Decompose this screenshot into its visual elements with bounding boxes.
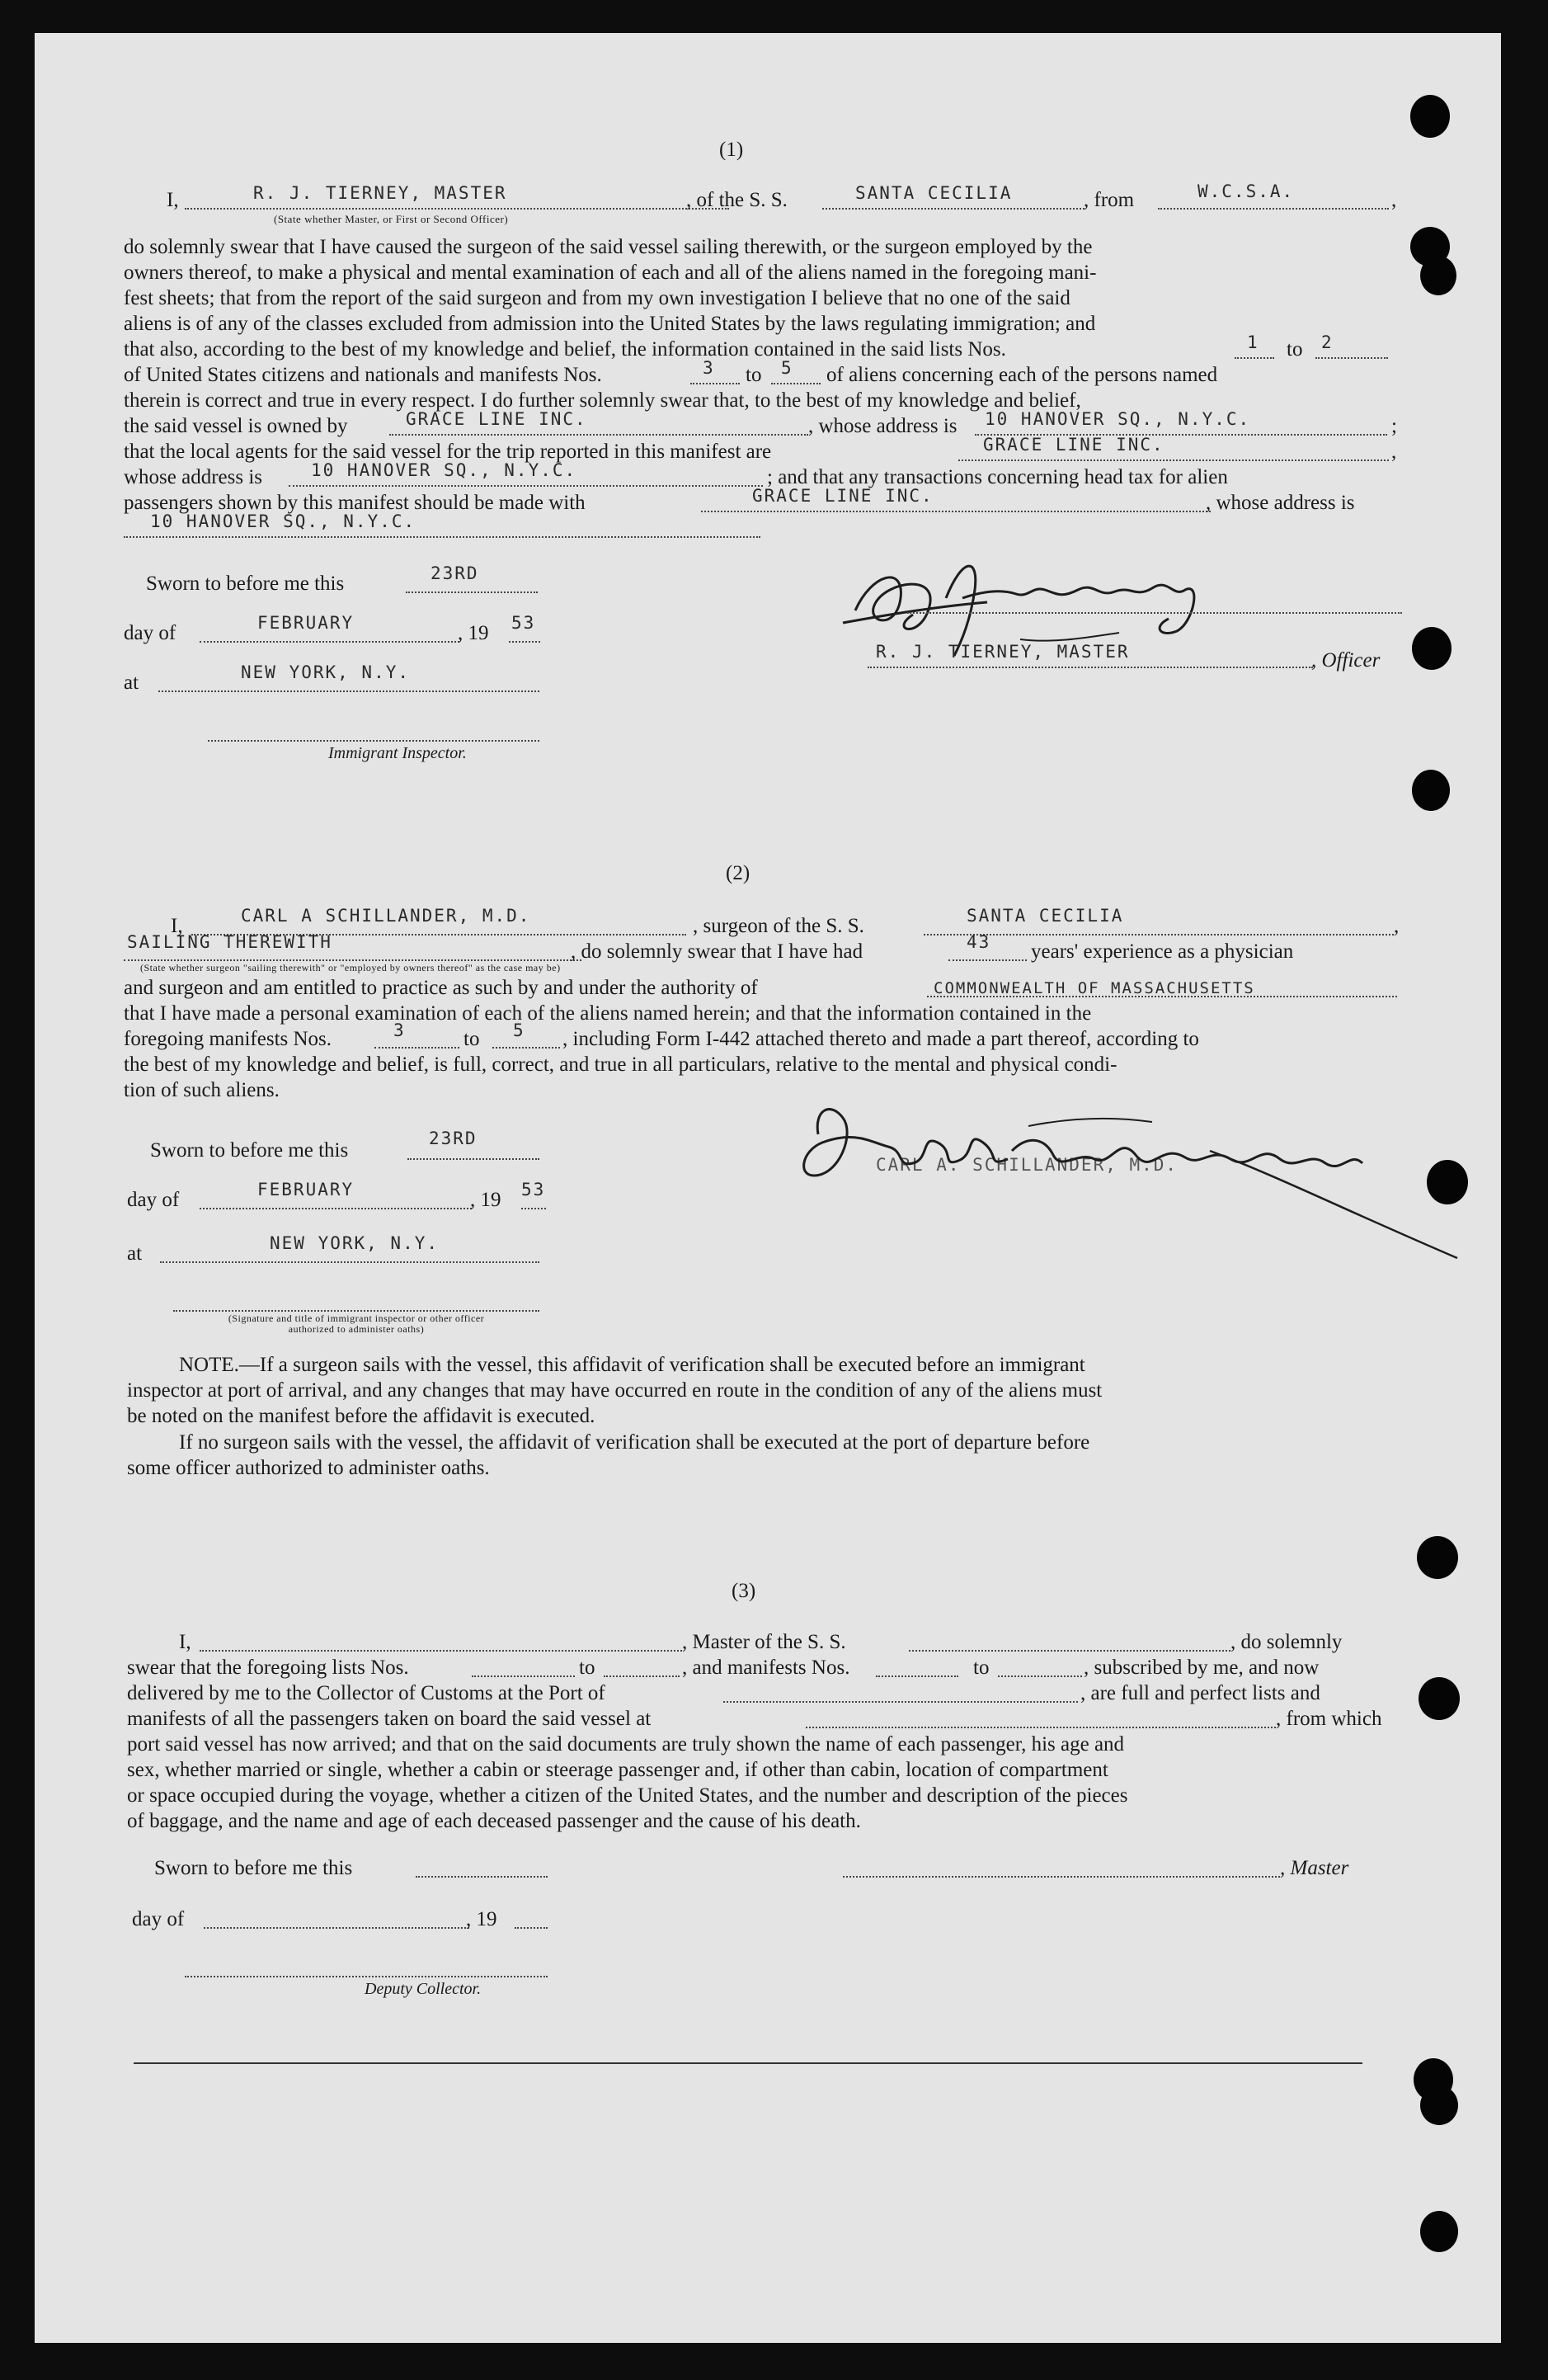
s2-years: 43 — [967, 932, 991, 952]
punch-hole — [1417, 1536, 1458, 1579]
s2-sworn-day: 23RD — [429, 1129, 478, 1148]
s2-sig-hint: (Signature and title of immigrant inspector or other officer authorized to administer oaths) — [228, 1313, 485, 1335]
s1-place-line — [158, 690, 539, 692]
s1-officer-line — [868, 667, 1313, 668]
s2-sailing-hint: (State whether surgeon "sailing therewith" or "employed by owners thereof" as the case may be) — [140, 962, 561, 973]
s2-sworn-day-line — [407, 1158, 539, 1160]
s2-manifest-from: 3 — [393, 1020, 406, 1040]
s1-day-of: day of — [124, 622, 176, 644]
s3-year-line — [515, 1927, 548, 1929]
s1-month-line — [200, 641, 459, 643]
s1-manifest-to-line — [771, 383, 821, 384]
s3-list-to-line — [604, 1675, 680, 1677]
s3-line6: sex, whether married or single, whether a cabin or steerage passenger and, if other than cabin, location of compartment — [127, 1759, 1108, 1781]
s1-agents: GRACE LINE INC. — [983, 435, 1165, 455]
s3-line2c: , and manifests Nos. — [682, 1657, 850, 1679]
s2-surgeon-typed: CARL A. SCHILLANDER, M.D. — [876, 1155, 1179, 1175]
s2-month-line — [200, 1208, 472, 1209]
s3-line4b: , from which — [1276, 1708, 1382, 1730]
section-1-number: (1) — [719, 139, 744, 161]
s1-list-from-line — [1235, 357, 1274, 359]
s1-line13b: , whose address is — [1206, 492, 1355, 514]
s1-line12a: whose address is — [124, 466, 263, 488]
s3-line2b: to — [579, 1657, 595, 1679]
s2-manifest-to-line — [492, 1047, 560, 1049]
s1-line8c: of aliens concerning each of the persons named — [826, 364, 1218, 386]
s2-note4: If no surgeon sails with the vessel, the affidavit of verification shall be executed at the port of departure before — [179, 1431, 1090, 1454]
s1-line9: therein is correct and true in every respect. I do further solemnly swear that, to the best of my knowledge and belief, — [124, 389, 1081, 412]
s1-master-hint: (State whether Master, or First or Second Officer) — [274, 213, 509, 225]
s2-ship: SANTA CECILIA — [967, 906, 1124, 926]
s2-line3a: and surgeon and am entitled to practice as such by and under the authority of — [124, 977, 758, 999]
s3-manifest-to-line — [998, 1675, 1082, 1677]
s3-master-sign-line — [843, 1876, 1280, 1878]
s1-owner-line — [389, 434, 808, 436]
s2-surgeon-name: CARL A SCHILLANDER, M.D. — [241, 906, 531, 926]
s2-authority: COMMONWEALTH OF MASSACHUSETTS — [934, 979, 1255, 997]
surgeon-signature-image — [781, 1085, 1474, 1262]
s2-ship-line — [924, 934, 1394, 936]
s1-manifest-from: 3 — [703, 358, 715, 378]
s3-line3b: , are full and perfect lists and — [1080, 1682, 1320, 1704]
punch-hole — [1420, 2085, 1458, 2125]
section-3-number: (3) — [732, 1580, 756, 1602]
s3-list-from-line — [472, 1675, 575, 1677]
s1-head-tax-address-line — [124, 536, 760, 538]
s1-ship: SANTA CECILIA — [855, 183, 1013, 203]
s3-line7: or space occupied during the voyage, whether a citizen of the United States, and the number and description of the pieces — [127, 1784, 1128, 1807]
s1-from-line — [1158, 208, 1389, 210]
s2-sworn-label: Sworn to before me this — [150, 1139, 349, 1162]
manifest-affidavit-page — [35, 33, 1501, 2343]
s1-head-tax-with: GRACE LINE INC. — [752, 486, 934, 506]
s1-agents-line — [958, 460, 1389, 461]
s1-line7a: that also, according to the best of my knowledge and belief, the information contained in the said lists Nos. — [124, 338, 1006, 361]
s1-line8a: of United States citizens and nationals and manifests Nos. — [124, 364, 602, 386]
s1-ship-line — [822, 208, 1085, 210]
s3-line8: of baggage, and the name and age of each deceased passenger and the cause of his death. — [127, 1810, 861, 1832]
s1-head-tax-address: 10 HANOVER SQ., N.Y.C. — [150, 511, 416, 531]
s3-line3a: delivered by me to the Collector of Customs at the Port of — [127, 1682, 605, 1704]
s2-manifest-from-line — [374, 1047, 459, 1049]
s1-line10b: , whose address is — [808, 415, 958, 437]
s1-manifest-to: 5 — [781, 358, 793, 378]
s3-line2d: to — [973, 1657, 990, 1679]
punch-hole — [1410, 95, 1450, 138]
s1-line10a: the said vessel is owned by — [124, 415, 348, 437]
s1-year-line — [509, 641, 540, 643]
s1-agents-address-line — [289, 485, 763, 487]
punch-hole — [1419, 1677, 1460, 1720]
s3-year-prefix: , 19 — [466, 1908, 497, 1930]
s3-port-line — [723, 1701, 1078, 1703]
s1-line3: do solemnly swear that I have caused the surgeon of the said vessel sailing therewith, or the surgeon employed by the — [124, 236, 1093, 258]
s1-signature-line — [907, 612, 1402, 614]
s1-line11a: that the local agents for the said vessel for the trip reported in this manifest are — [124, 441, 772, 463]
s1-of-ss: , of the S. S. — [686, 189, 788, 211]
s3-line5: port said vessel has now arrived; and that on the said documents are truly shown the name of each passenger, his age and — [127, 1733, 1125, 1756]
s3-sworn-day-line — [416, 1876, 548, 1878]
s2-year-prefix: , 19 — [470, 1189, 501, 1211]
s1-i-label: I, — [167, 189, 179, 211]
s2-i-label: I, — [171, 915, 183, 937]
s1-line5: fest sheets; that from the report of the said surgeon and from my own investigation I believe that no one of the said — [124, 287, 1070, 309]
s2-comma: , — [1394, 915, 1400, 937]
s2-month: FEBRUARY — [257, 1180, 355, 1199]
s1-comma2: , — [1391, 441, 1397, 463]
s2-line5b: to — [463, 1028, 480, 1050]
s3-line2a: swear that the foregoing lists Nos. — [127, 1657, 409, 1679]
s1-year: 53 — [511, 613, 536, 633]
s1-line7b: to — [1287, 338, 1303, 361]
s2-line7: tion of such aliens. — [124, 1079, 280, 1101]
s2-line5c: , including Form I-442 attached thereto and made a part thereof, according to — [562, 1028, 1199, 1050]
s1-line13a: passengers shown by this manifest should be made with — [124, 492, 586, 514]
s2-at-label: at — [127, 1242, 143, 1265]
s1-inspector-line — [208, 740, 539, 742]
punch-hole — [1412, 627, 1452, 670]
s1-from-label: , from — [1084, 189, 1135, 211]
s2-note5: some officer authorized to administer oaths. — [127, 1457, 490, 1479]
s3-line4a: manifests of all the passengers taken on board the said vessel at — [127, 1708, 652, 1730]
s1-year-prefix: , 19 — [458, 622, 489, 644]
s1-officer-typed: R. J. TIERNEY, MASTER — [876, 642, 1130, 662]
s2-surgeon-of: , surgeon of the S. S. — [693, 915, 864, 937]
s1-sworn-label: Sworn to before me this — [146, 573, 345, 595]
s2-place-line — [160, 1261, 539, 1263]
s1-master-name: R. J. TIERNEY, MASTER — [253, 183, 507, 203]
punch-hole — [1420, 256, 1456, 295]
s3-manifest-from-line — [876, 1675, 958, 1677]
s2-note2: inspector at port of arrival, and any changes that may have occurred en route in the condition of any of the aliens must — [127, 1379, 1103, 1402]
s3-collector-label: Deputy Collector. — [365, 1980, 482, 1998]
s1-place: NEW YORK, N.Y. — [241, 662, 411, 682]
s2-note3: be noted on the manifest before the affidavit is executed. — [127, 1405, 595, 1427]
s3-master-label: , Master — [1280, 1857, 1349, 1879]
s2-years-line — [948, 959, 1027, 961]
s2-manifest-to: 5 — [513, 1020, 525, 1040]
s2-year-line — [521, 1208, 546, 1209]
s1-line4: owners thereof, to make a physical and mental examination of each and all of the aliens named in the foregoing mani- — [124, 262, 1097, 284]
s3-ship-line — [909, 1650, 1230, 1652]
punch-hole — [1427, 1160, 1468, 1204]
s1-inspector-label: Immigrant Inspector. — [328, 744, 467, 762]
punch-hole — [1412, 770, 1450, 811]
s1-list-to: 2 — [1321, 332, 1334, 352]
bottom-rule — [134, 2062, 1362, 2064]
s2-year: 53 — [521, 1180, 546, 1199]
s1-semicolon: ; — [1391, 415, 1397, 437]
s2-line2c: years' experience as a physician — [1031, 940, 1294, 963]
s1-sworn-day-line — [406, 591, 538, 593]
s1-officer-label: , Officer — [1311, 649, 1381, 672]
s3-line2e: , subscribed by me, and now — [1084, 1657, 1320, 1679]
s1-at-label: at — [124, 672, 139, 694]
s2-line4: that I have made a personal examination of each of the aliens named herein; and that the information contained in the — [124, 1002, 1092, 1025]
s2-line2b: , do solemnly swear that I have had — [571, 940, 863, 963]
s1-list-from: 1 — [1247, 332, 1259, 352]
s2-day-of: day of — [127, 1189, 180, 1211]
s2-inspector-line — [173, 1310, 539, 1312]
s2-sailing-line — [124, 959, 581, 961]
s3-line1c: , do solemnly — [1230, 1631, 1343, 1653]
s3-line1b: , Master of the S. S. — [682, 1631, 846, 1653]
s2-sailing: SAILING THEREWITH — [127, 932, 332, 952]
punch-hole — [1420, 2211, 1458, 2252]
s1-master-line — [185, 208, 729, 210]
s3-master-name-line — [200, 1650, 682, 1652]
s1-month: FEBRUARY — [257, 613, 355, 633]
s3-day-of: day of — [132, 1908, 185, 1930]
s1-line12b: ; and that any transactions concerning head tax for alien — [767, 466, 1228, 488]
s2-line5a: foregoing manifests Nos. — [124, 1028, 332, 1050]
s2-place: NEW YORK, N.Y. — [270, 1233, 440, 1253]
s3-line1a: I, — [179, 1631, 191, 1653]
s1-owner: GRACE LINE INC. — [406, 409, 587, 429]
s3-month-line — [204, 1927, 469, 1929]
s1-head-tax-line — [701, 511, 1211, 512]
s1-agents-address: 10 HANOVER SQ., N.Y.C. — [311, 460, 577, 480]
s1-owner-address: 10 HANOVER SQ., N.Y.C. — [985, 409, 1251, 429]
s3-collector-line — [185, 1976, 548, 1977]
s1-line6: aliens is of any of the classes excluded from admission into the United States by the laws regulating immigration; and — [124, 313, 1096, 335]
s1-list-to-line — [1315, 357, 1388, 359]
s3-boarded-at-line — [806, 1727, 1276, 1728]
s2-note1: NOTE.—If a surgeon sails with the vessel, this affidavit of verification shall be executed before an immigrant — [179, 1354, 1085, 1376]
s1-sworn-day: 23RD — [431, 563, 479, 583]
s1-manifest-from-line — [690, 383, 740, 384]
s3-sworn-label: Sworn to before me this — [154, 1857, 353, 1879]
s1-comma: , — [1391, 189, 1397, 211]
s1-from-value: W.C.S.A. — [1197, 181, 1295, 201]
s1-line8b: to — [746, 364, 762, 386]
s2-line6: the best of my knowledge and belief, is full, correct, and true in all particulars, relative to the mental and physical condi- — [124, 1053, 1117, 1076]
section-2-number: (2) — [726, 862, 750, 884]
